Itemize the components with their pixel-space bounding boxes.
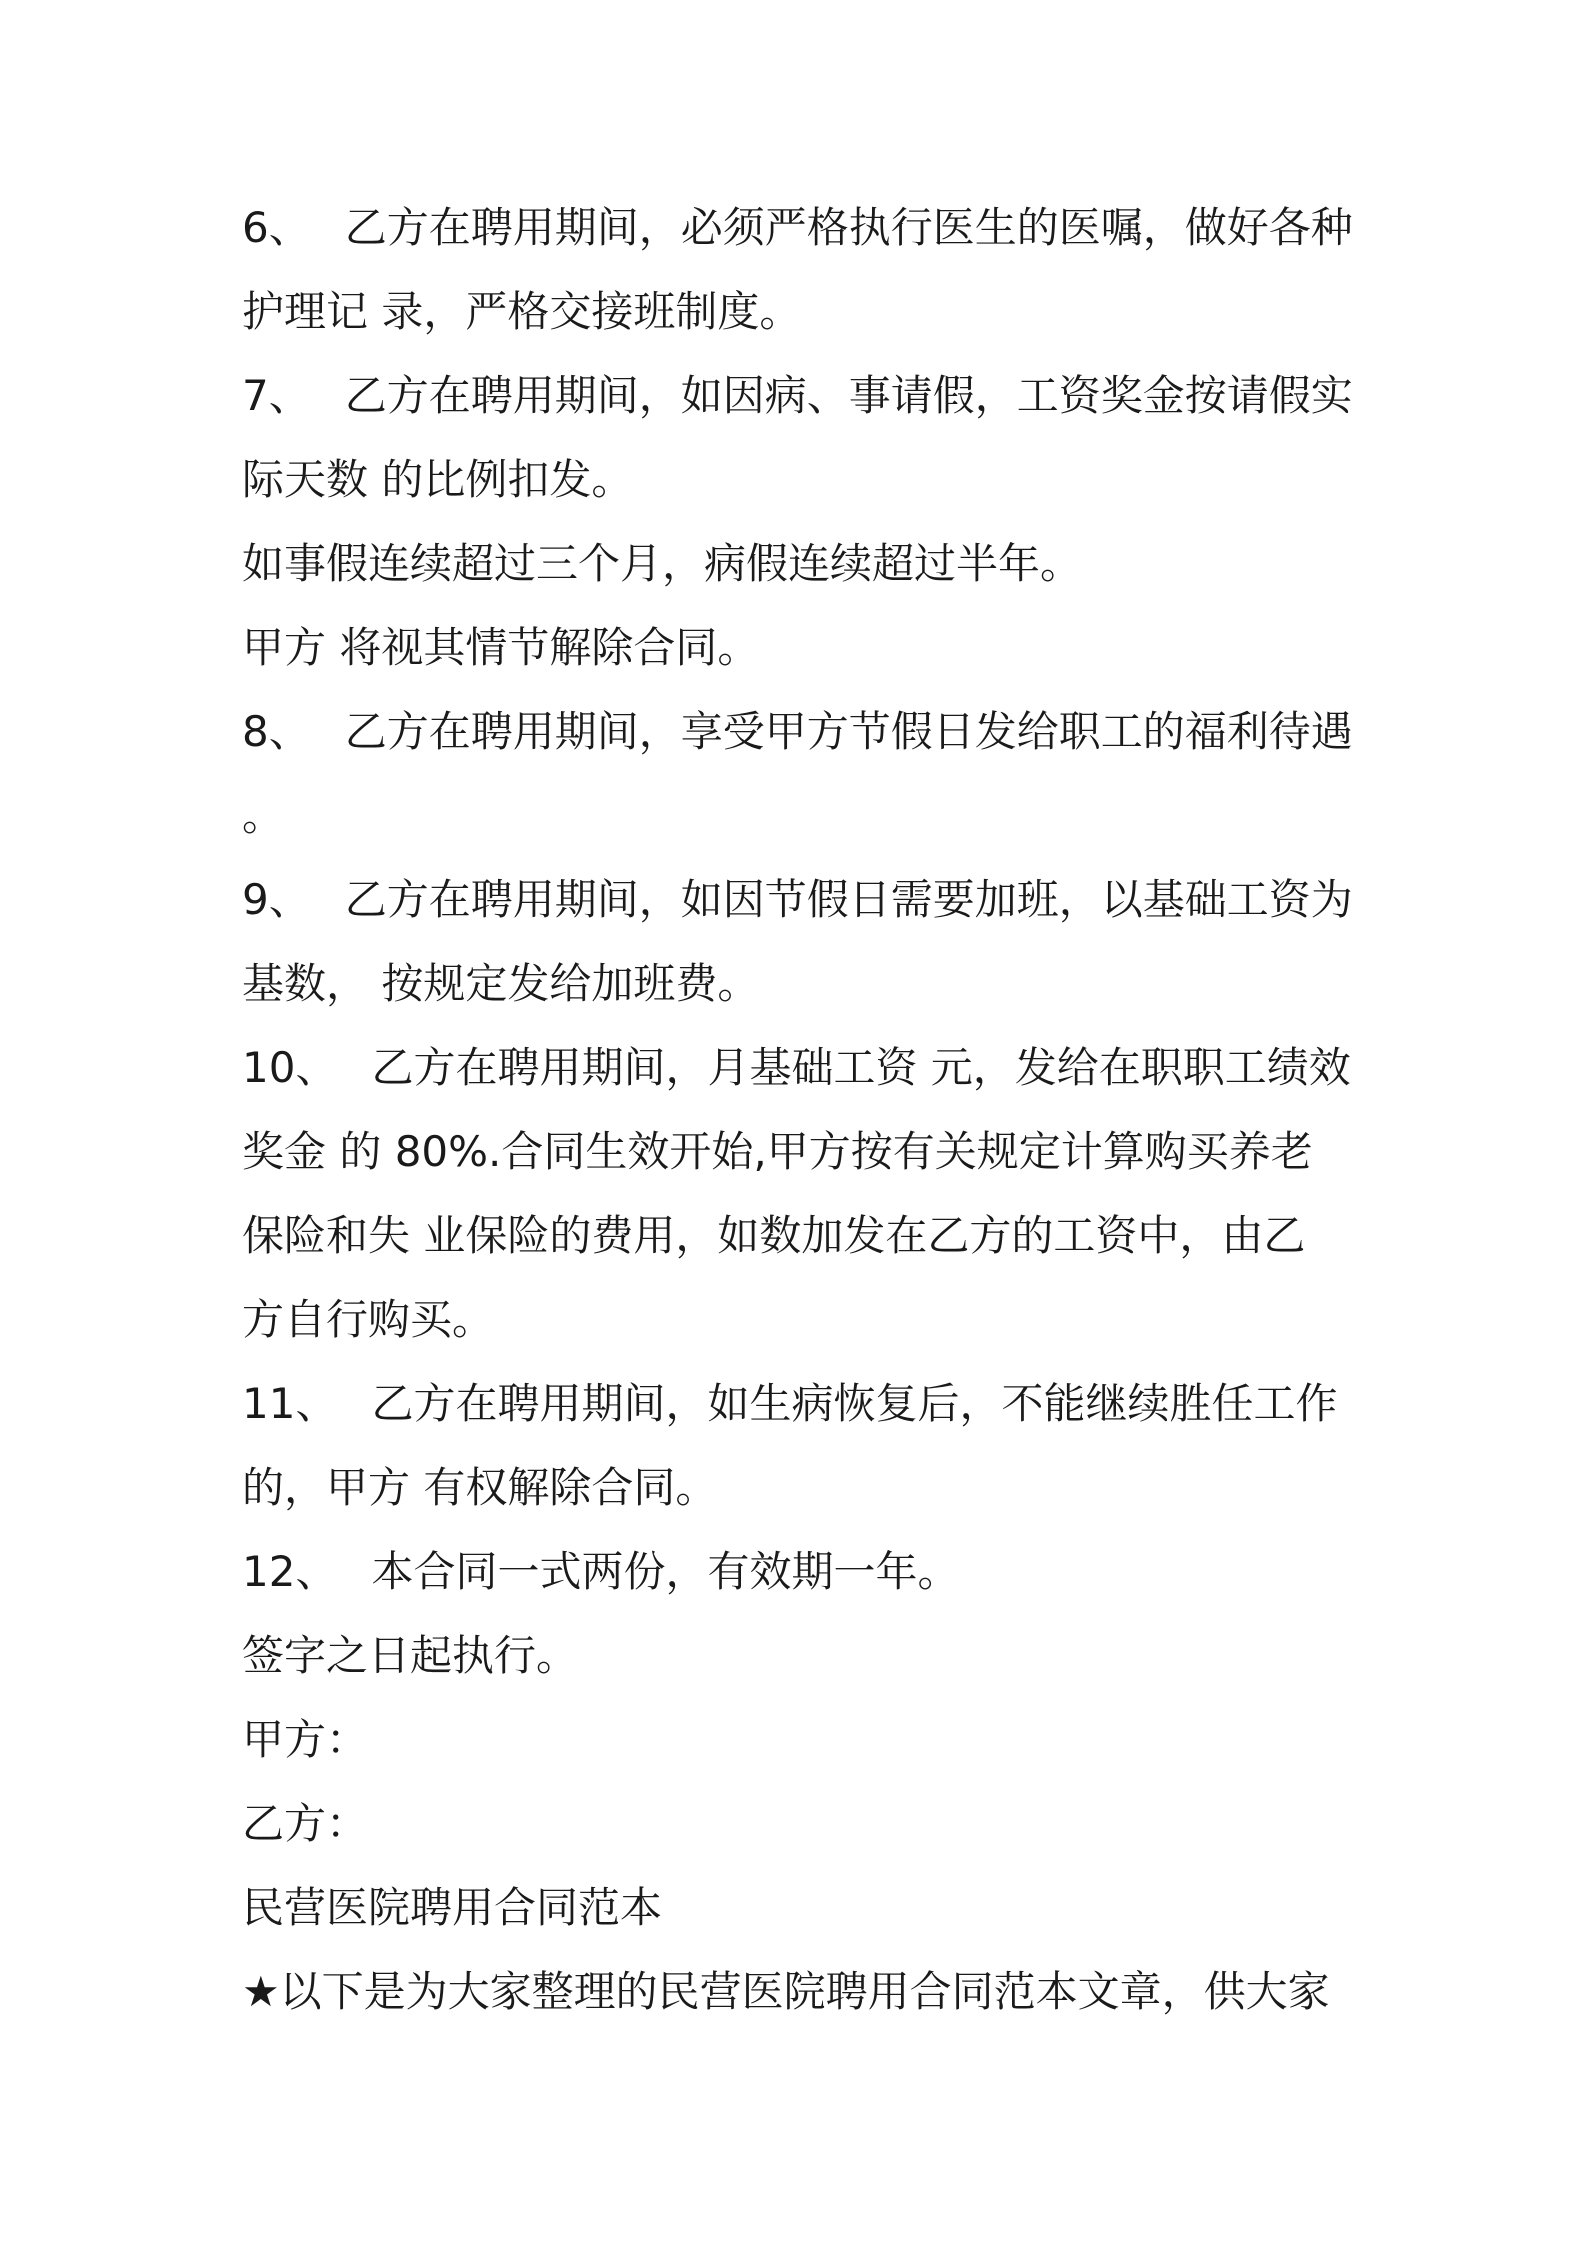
- clause-text: 乙方在聘用期间，如生病恢复后，不能继续胜任工作: [371, 1379, 1338, 1428]
- clause-11-continuation: [242, 1446, 1357, 1530]
- clause-10-continuation: [242, 1194, 1357, 1278]
- clause-text: 签字之日起执行。: [242, 1631, 579, 1680]
- contract-text: [242, 186, 1357, 2034]
- clause-text: 乙方在聘用期间，月基础工资 元，发给在职职工绩效: [371, 1043, 1351, 1092]
- clause-11-line: [242, 1362, 1357, 1446]
- clause-10-continuation: [242, 1110, 1357, 1194]
- intro-line: [242, 1950, 1357, 2034]
- clause-7-line: [242, 354, 1357, 438]
- title-text: 民营医院聘用合同范本: [242, 1883, 663, 1932]
- clause-text: 乙方在聘用期间，享受甲方节假日发给职工的福利待遇: [344, 707, 1353, 756]
- clause-text: 如事假连续超过三个月，病假连续超过半年。: [242, 539, 1083, 588]
- party-a-signature-label: [242, 1698, 1357, 1782]
- clause-7-continuation: [242, 606, 1357, 690]
- clause-10-line: [242, 1026, 1357, 1110]
- clause-text: 护理记 录，严格交接班制度。: [242, 287, 802, 336]
- clause-text: 乙方在聘用期间，如因病、事请假，工资奖金按请假实: [344, 371, 1353, 420]
- clause-number: 12、: [242, 1547, 338, 1596]
- clause-text: 奖金 的 80%.合同生效开始,甲方按有关规定计算购买养老: [242, 1127, 1313, 1176]
- clause-number: 6、: [242, 203, 311, 252]
- clause-9-line: [242, 858, 1357, 942]
- clause-12-line: [242, 1530, 1357, 1614]
- clause-number: 11、: [242, 1379, 338, 1428]
- clause-text: 保险和失 业保险的费用，如数加发在乙方的工资中，由乙: [242, 1211, 1306, 1260]
- clause-7-continuation: [242, 522, 1357, 606]
- clause-text: 。: [242, 791, 285, 840]
- intro-text: ★以下是为大家整理的民营医院聘用合同范本文章，供大家: [242, 1967, 1330, 2016]
- clause-text: 基数， 按规定发给加班费。: [242, 959, 760, 1008]
- clause-number: 10、: [242, 1043, 338, 1092]
- clause-6-line: [242, 186, 1357, 270]
- clause-text: 方自行购买。: [242, 1295, 495, 1344]
- clause-8-line: [242, 690, 1357, 774]
- clause-number: 8、: [242, 707, 311, 756]
- clause-number: 9、: [242, 875, 311, 924]
- clause-7-continuation: [242, 438, 1357, 522]
- clause-number: 7、: [242, 371, 311, 420]
- clause-10-continuation: [242, 1278, 1357, 1362]
- clause-8-continuation: [242, 774, 1357, 858]
- clause-text: 际天数 的比例扣发。: [242, 455, 634, 504]
- clause-text: 的，甲方 有权解除合同。: [242, 1463, 718, 1512]
- party-b-signature-label: [242, 1782, 1357, 1866]
- clause-12-continuation: [242, 1614, 1357, 1698]
- document-title: [242, 1866, 1357, 1950]
- clause-text: 本合同一式两份，有效期一年。: [371, 1547, 960, 1596]
- clause-6-continuation: [242, 270, 1357, 354]
- signature-label-text: 甲方：: [242, 1715, 369, 1764]
- clause-9-continuation: [242, 942, 1357, 1026]
- clause-text: 乙方在聘用期间，必须严格执行医生的医嘱，做好各种: [344, 203, 1353, 252]
- signature-label-text: 乙方：: [242, 1799, 369, 1848]
- clause-text: 甲方 将视其情节解除合同。: [242, 623, 760, 672]
- clause-text: 乙方在聘用期间，如因节假日需要加班，以基础工资为: [344, 875, 1353, 924]
